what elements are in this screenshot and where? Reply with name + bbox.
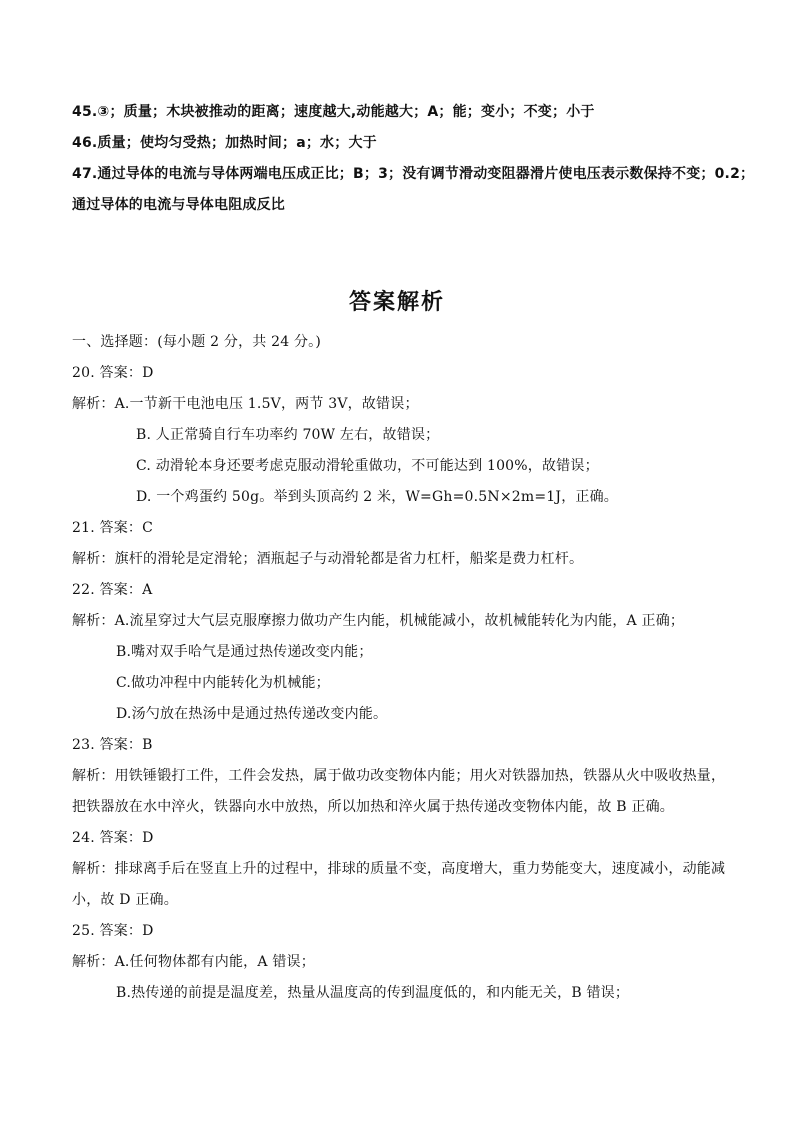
q25-analysis-b: B.热传递的前提是温度差，热量从温度高的传到温度低的，和内能无关，B 错误；: [116, 985, 630, 1001]
q22-analysis-a: 解析：A.流星穿过大气层克服摩擦力做功产生内能，机械能减小，故机械能转化为内能，A 正确；: [72, 613, 685, 629]
q20-analysis-d: D. 一个鸡蛋约 50g。举到头顶高约 2 米，W=Gh=0.5N×2m=1J，正确。: [136, 489, 618, 505]
q23-analysis-a: 解析：用铁锤锻打工件，工件会发热，属于做功改变物体内能；用火对铁器加热，铁器从火中吸收热量，: [72, 768, 726, 784]
q23-answer: 23. 答案：B: [72, 737, 153, 753]
q20-analysis-a: 解析：A.一节新干电池电压 1.5V，两节 3V，故错误；: [72, 396, 419, 412]
answer-q47-line2: 通过导体的电流与导体电阻成反比: [72, 197, 285, 213]
q21-answer: 21. 答案：C: [72, 520, 154, 536]
answer-q47-line1: 47.通过导体的电流与导体两端电压成正比；B；3；没有调节滑动变阻器滑片使电压表示数保持不变；0.2；: [72, 166, 755, 182]
q24-analysis-a: 解析：排球离手后在竖直上升的过程中，排球的质量不变，高度增大，重力势能变大，速度减小，动能减: [72, 861, 726, 877]
q24-analysis-b: 小，故 D 正确。: [72, 892, 178, 908]
q20-analysis-c: C. 动滑轮本身还要考虑克服动滑轮重做功，不可能达到 100%，故错误；: [136, 458, 599, 474]
part-heading: 一、选择题：(每小题 2 分，共 24 分。): [72, 334, 322, 350]
q22-analysis-b: B.嘴对双手哈气是通过热传递改变内能；: [116, 644, 373, 660]
q23-analysis-b: 把铁器放在水中淬火，铁器向水中放热，所以加热和淬火属于热传递改变物体内能，故 B 正确。: [72, 799, 674, 815]
q22-analysis-c: C.做功冲程中内能转化为机械能；: [116, 675, 330, 691]
q25-analysis-a: 解析：A.任何物体都有内能，A 错误；: [72, 954, 315, 970]
q21-analysis: 解析：旗杆的滑轮是定滑轮；酒瓶起子与动滑轮都是省力杠杆，船桨是费力杠杆。: [72, 551, 584, 567]
answer-q45: 45.③；质量；木块被推动的距离；速度越大,动能越大；A；能；变小；不变；小于: [72, 104, 595, 120]
q25-answer: 25. 答案：D: [72, 923, 154, 939]
section-title: 答案解析: [348, 290, 445, 315]
q20-answer: 20. 答案：D: [72, 365, 154, 381]
q24-answer: 24. 答案：D: [72, 830, 154, 846]
answer-q46: 46.质量；使均匀受热；加热时间；a；水；大于: [72, 135, 377, 151]
q22-answer: 22. 答案：A: [72, 582, 153, 598]
q22-analysis-d: D.汤勺放在热汤中是通过热传递改变内能。: [116, 706, 388, 722]
q20-analysis-b: B. 人正常骑自行车功率约 70W 左右，故错误；: [136, 427, 440, 443]
